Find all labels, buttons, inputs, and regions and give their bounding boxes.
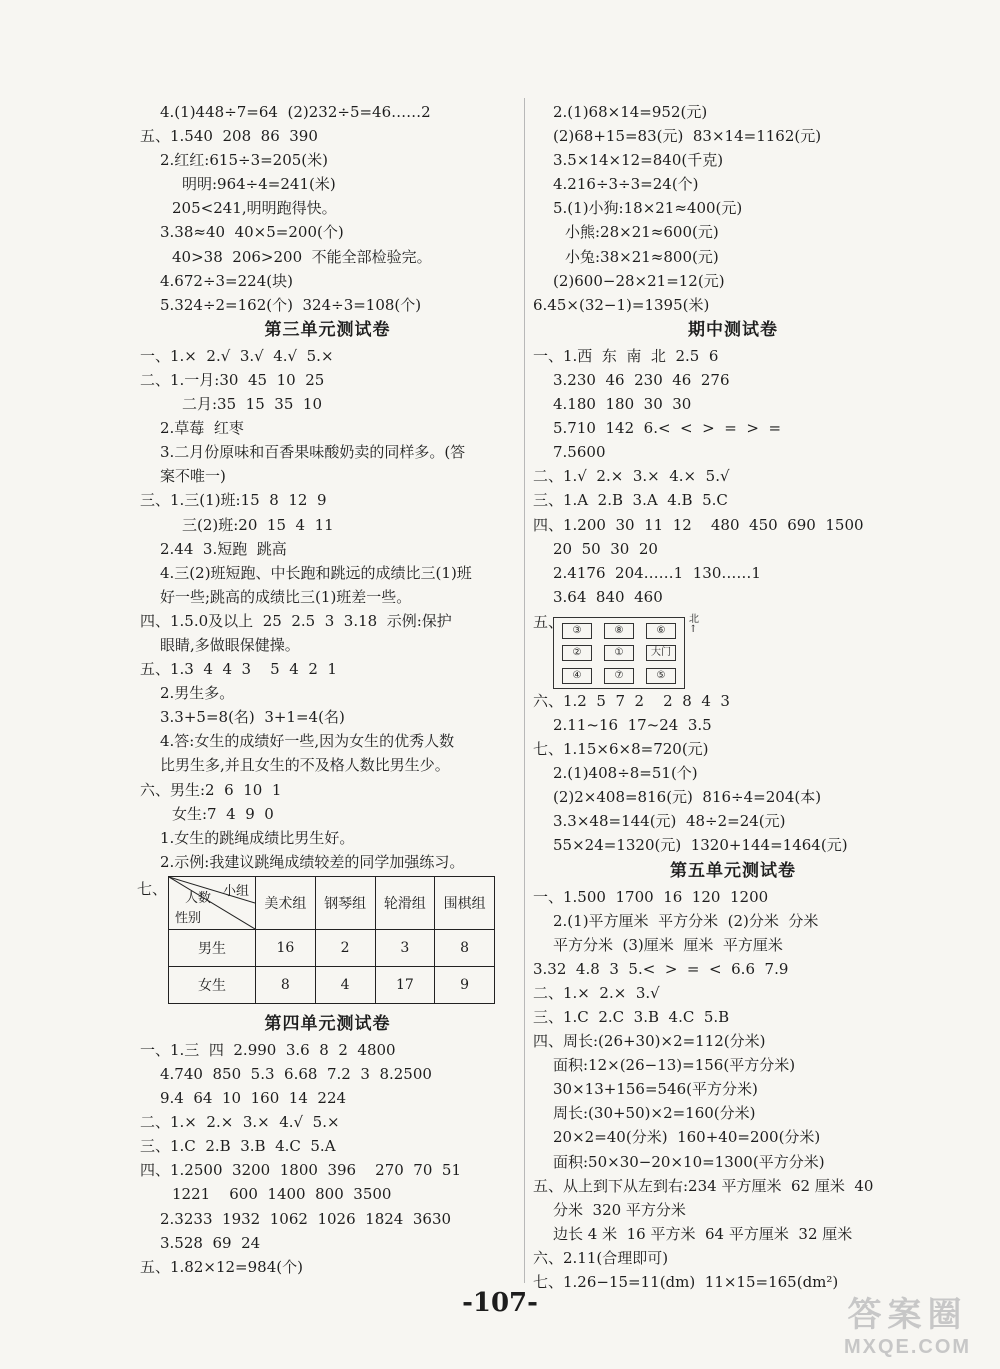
answer-line: 三、1.C 2.B 3.B 4.C 5.A xyxy=(140,1137,336,1156)
answer-line: 四、1.200 30 11 12 480 450 690 1500 xyxy=(533,515,864,534)
answer-line: 2.男生多。 xyxy=(160,684,235,703)
answer-line: 4.740 850 5.3 6.68 7.2 3 8.2500 xyxy=(160,1065,432,1083)
map-cell: ① xyxy=(604,645,634,661)
answer-line: 一、1.× 2.√ 3.√ 4.√ 5.× xyxy=(140,346,334,365)
answers-block xyxy=(140,344,515,874)
map-cell: ⑥ xyxy=(646,623,676,639)
table-cell: 4 xyxy=(315,966,375,1003)
answer-line: 3.3×48=144(元) 48÷2=24(元) xyxy=(553,812,786,831)
answer-line: 五、1.3 4 4 3 5 4 2 1 xyxy=(140,660,337,679)
map-cell: ④ xyxy=(562,668,592,684)
question-label: 五、 xyxy=(533,612,564,631)
answers-block xyxy=(533,344,933,609)
north-label: 北 xyxy=(689,613,699,625)
answer-line: 2.红红:615÷3=205(米) xyxy=(160,151,329,170)
answers-block xyxy=(533,689,933,858)
watermark-text: 答案圈 xyxy=(847,1296,968,1334)
answers-block xyxy=(533,100,933,317)
page-number: -107- xyxy=(462,1288,538,1318)
answer-line: 2.示例:我建议跳绳成绩较差的同学加强练习。 xyxy=(160,852,465,871)
answer-line: 5.(1)小狗:18×21≈400(元) xyxy=(553,199,743,218)
corner-group-label: 小组 xyxy=(222,883,249,899)
answer-line: 五、1.540 208 86 390 xyxy=(140,127,318,146)
answer-line: 面积:50×30−20×10=1300(平方分米) xyxy=(553,1152,825,1171)
table-cell: 8 xyxy=(435,929,495,966)
answer-line: 女生:7 4 9 0 xyxy=(172,804,274,823)
answer-line: (2)600−28×21=12(元) xyxy=(553,271,725,290)
answer-line: 二月:35 15 35 10 xyxy=(182,395,323,414)
answer-line: 案不唯一) xyxy=(160,467,226,486)
answer-line: 4.180 180 30 30 xyxy=(553,395,692,414)
answer-line: 3.3+5=8(名) 3+1=4(名) xyxy=(160,708,345,727)
answer-line: 一、1.三 四 2.990 3.6 8 2 4800 xyxy=(140,1040,396,1059)
table-header-row xyxy=(169,876,495,929)
answer-line: 四、1.5.0及以上 25 2.5 3 3.18 示例:保护 xyxy=(140,611,452,630)
answer-line: 5.710 142 6.< < > = > = xyxy=(553,419,782,438)
table-header: 轮滑组 xyxy=(375,876,435,929)
table-header: 钢琴组 xyxy=(315,876,375,929)
answer-line: 七、1.26−15=11(dm) 11×15=165(dm²) xyxy=(533,1273,839,1292)
answer-line: 40>38 206>200 不能全部检验完。 xyxy=(172,247,432,266)
answer-line: 4.(1)448÷7=64 (2)232÷5=46……2 xyxy=(160,103,431,121)
answers-block xyxy=(533,885,933,1295)
table-cell: 17 xyxy=(375,966,435,1003)
answer-line: 5.324÷2=162(个) 324÷3=108(个) xyxy=(160,295,422,314)
section-title: 期中测试卷 xyxy=(688,319,778,340)
table-cell: 9 xyxy=(435,966,495,1003)
table-row xyxy=(169,966,495,1003)
answer-line: 20×2=40(分米) 160+40=200(分米) xyxy=(553,1128,821,1147)
row-label: 男生 xyxy=(169,929,256,966)
map-cell: ③ xyxy=(562,623,592,639)
map-section xyxy=(533,609,933,689)
answer-line: 三(2)班:20 15 4 11 xyxy=(182,515,334,534)
answer-line: 五、1.82×12=984(个) xyxy=(140,1257,303,1276)
answer-line: 面积:12×(26−13)=156(平方分米) xyxy=(553,1056,796,1075)
answer-line: 五、从上到下从左到右:234 平方厘米 62 厘米 40 xyxy=(533,1176,874,1195)
table-corner-cell xyxy=(169,876,256,929)
answers-block xyxy=(140,1038,515,1279)
corner-gender-label: 性别 xyxy=(175,910,202,926)
table-cell: 16 xyxy=(256,929,316,966)
answer-line: 二、1.× 2.× 3.√ xyxy=(533,983,660,1002)
answers-block xyxy=(140,100,515,317)
answer-line: 3.528 69 24 xyxy=(160,1233,261,1252)
answer-line: 2.4176 204……1 130……1 xyxy=(553,563,761,582)
answer-line: (2)68+15=83(元) 83×14=1162(元) xyxy=(553,127,822,146)
table-cell: 2 xyxy=(315,929,375,966)
answer-line: 2.草莓 红枣 xyxy=(160,419,244,438)
table-header: 围棋组 xyxy=(435,876,495,929)
answer-line: 3.38≈40 40×5=200(个) xyxy=(160,223,344,242)
answer-line: 六、1.2 5 7 2 2 8 4 3 xyxy=(533,691,730,710)
answer-line: 2.(1)平方厘米 平方分米 (2)分米 分米 xyxy=(553,911,819,930)
answer-line: 六、男生:2 6 10 1 xyxy=(140,780,282,799)
table-cell: 8 xyxy=(256,966,316,1003)
answer-line: 小熊:28×21≈600(元) xyxy=(565,223,719,242)
answer-line: 小兔:38×21≈800(元) xyxy=(565,247,719,266)
map-cell: 大门 xyxy=(646,645,676,661)
answer-line: 1.女生的跳绳成绩比男生好。 xyxy=(160,828,355,847)
answer-line: 30×13+156=546(平方分米) xyxy=(553,1080,758,1099)
corner-count-label: 人数 xyxy=(185,890,212,906)
answer-line: (2)2×408=816(元) 816÷4=204(本) xyxy=(553,788,822,807)
answer-line: 二、1.一月:30 45 10 25 xyxy=(140,370,325,389)
answer-line: 20 50 30 20 xyxy=(553,539,658,558)
answer-line: 周长:(30+50)×2=160(分米) xyxy=(553,1104,756,1123)
answer-line: 2.(1)68×14=952(元) xyxy=(553,103,708,121)
answer-line: 2.11~16 17~24 3.5 xyxy=(553,715,712,734)
map-cell: ⑦ xyxy=(604,668,634,684)
answer-line: 明明:964÷4=241(米) xyxy=(182,175,336,194)
answer-line: 4.三(2)班短跑、中长跑和跳远的成绩比三(1)班 xyxy=(160,563,472,582)
section-title: 第五单元测试卷 xyxy=(670,860,796,881)
map-cell: ② xyxy=(562,645,592,661)
map-cell: ⑤ xyxy=(646,668,676,684)
answer-line: 205<241,明明跑得快。 xyxy=(172,199,337,218)
answer-line: 平方分米 (3)厘米 厘米 平方厘米 xyxy=(553,935,783,954)
answer-line: 9.4 64 10 160 14 224 xyxy=(160,1089,347,1108)
answer-line: 四、1.2500 3200 1800 396 270 70 51 xyxy=(140,1161,462,1180)
answer-line: 二、1.× 2.× 3.× 4.√ 5.× xyxy=(140,1113,340,1132)
right-column xyxy=(533,100,933,1294)
answer-line: 4.672÷3=224(块) xyxy=(160,271,293,290)
answer-line: 分米 320 平方分米 xyxy=(553,1200,686,1219)
answer-line: 3.230 46 230 46 276 xyxy=(553,370,730,389)
answer-line: 二、1.√ 2.× 3.× 4.× 5.√ xyxy=(533,467,730,486)
section-title: 第四单元测试卷 xyxy=(264,1013,391,1034)
map-cell: ⑧ xyxy=(604,623,634,639)
answer-line: 一、1.500 1700 16 120 1200 xyxy=(533,887,769,906)
answer-line: 55×24=1320(元) 1320+144=1464(元) xyxy=(553,836,848,855)
section-title: 第三单元测试卷 xyxy=(264,319,391,340)
answer-line: 3.32 4.8 3 5.< > = < 6.6 7.9 xyxy=(533,959,789,978)
question-label: 七、 xyxy=(137,879,168,898)
answer-line: 四、周长:(26+30)×2=112(分米) xyxy=(533,1032,766,1051)
answer-line: 3.64 840 460 xyxy=(553,587,663,606)
answer-line: 眼睛,多做眼保健操。 xyxy=(160,635,300,654)
north-arrow-icon: 北 ↑ xyxy=(689,613,699,635)
watermark-url: MXQE.COM xyxy=(843,1336,972,1358)
answer-line: 三、1.三(1)班:15 8 12 9 xyxy=(140,491,327,510)
column-divider xyxy=(524,98,525,1283)
answer-line: 7.5600 xyxy=(553,443,606,462)
answer-line: 6.45×(32−1)=1395(米) xyxy=(533,295,710,314)
answer-line: 4.216÷3÷3=24(个) xyxy=(553,175,699,194)
answer-line: 三、1.A 2.B 3.A 4.B 5.C xyxy=(533,491,728,510)
answer-line: 边长 4 米 16 平方米 64 平方厘米 32 厘米 xyxy=(553,1224,853,1243)
answer-line: 4.答:女生的成绩好一些,因为女生的优秀人数 xyxy=(160,732,455,751)
table-row xyxy=(169,929,495,966)
answer-line: 2.3233 1932 1062 1026 1824 3630 xyxy=(160,1209,452,1228)
left-column xyxy=(137,100,515,1279)
campus-map xyxy=(553,617,685,689)
answer-line: 六、2.11(合理即可) xyxy=(533,1248,669,1267)
table-section xyxy=(137,876,515,1011)
answer-line: 七、1.15×6×8=720(元) xyxy=(533,740,709,759)
table-cell: 3 xyxy=(375,929,435,966)
answer-line: 3.二月份原味和百香果味酸奶卖的同样多。(答 xyxy=(160,443,466,462)
answer-line: 一、1.西 东 南 北 2.5 6 xyxy=(533,346,719,365)
answer-line: 3.5×14×12=840(千克) xyxy=(553,151,724,170)
score-table xyxy=(168,876,495,1004)
table-header: 美术组 xyxy=(256,876,316,929)
watermark-logo xyxy=(825,1287,990,1359)
answer-line: 2.(1)408÷8=51(个) xyxy=(553,764,698,783)
answer-line: 1221 600 1400 800 3500 xyxy=(172,1185,392,1204)
answer-line: 三、1.C 2.C 3.B 4.C 5.B xyxy=(533,1008,730,1026)
answer-line: 2.44 3.短跑 跳高 xyxy=(160,539,287,558)
answer-line: 好一些;跳高的成绩比三(1)班差一些。 xyxy=(160,587,412,606)
answer-line: 比男生多,并且女生的不及格人数比男生少。 xyxy=(160,756,450,775)
row-label: 女生 xyxy=(169,966,256,1003)
